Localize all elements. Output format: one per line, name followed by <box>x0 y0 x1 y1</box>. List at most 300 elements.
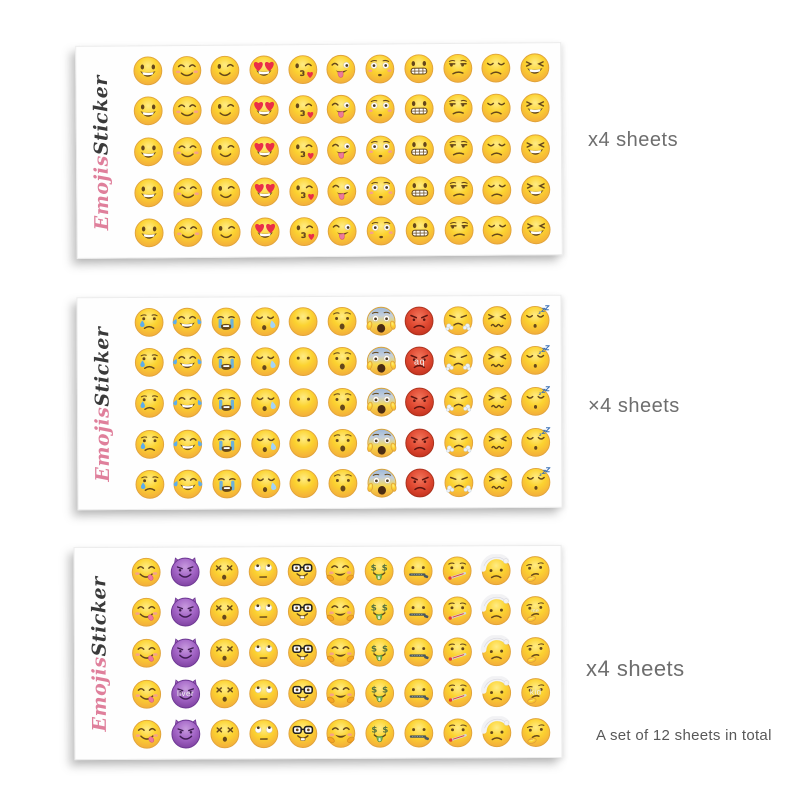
sticker-cell <box>477 713 516 754</box>
sticker-cell <box>478 422 517 463</box>
sticker-cell <box>400 341 439 382</box>
sticker-cell <box>169 464 208 505</box>
quantity-label-1: x4 sheets <box>588 129 679 151</box>
sticker-cell <box>399 632 438 673</box>
sticker-cell <box>245 301 284 342</box>
sticker-cell <box>246 382 285 423</box>
sticker-cell <box>478 210 517 251</box>
sticker-cell <box>516 550 555 591</box>
sticker-cell <box>168 342 207 383</box>
watermark-text: kid <box>529 687 542 697</box>
svg-text:Z: Z <box>541 388 546 395</box>
emoji-screaming <box>364 345 397 378</box>
emoji-blowing-kiss <box>287 215 320 248</box>
emoji-sleeping-zzz <box>519 304 552 337</box>
sticker-cell <box>439 341 478 382</box>
emoji-screaming <box>365 386 398 419</box>
emoji-pouting-red <box>404 467 437 500</box>
sticker-cell <box>439 713 478 754</box>
sticker-cell <box>323 301 362 342</box>
sticker-cell <box>283 49 322 90</box>
sticker-cell <box>439 300 478 341</box>
total-label: A set of 12 sheets in total <box>596 727 772 744</box>
sticker-cell <box>400 300 439 341</box>
emoji-dizzy <box>207 555 240 588</box>
sticker-cell <box>516 422 555 463</box>
emoji-nerd <box>285 555 318 588</box>
emoji-heart-eyes <box>248 134 281 167</box>
watermark-text: aq <box>414 356 426 367</box>
emoji-screaming <box>364 304 397 337</box>
sticker-cell <box>129 131 168 172</box>
emoji-tears-of-joy <box>172 427 205 460</box>
sticker-cell <box>169 383 208 424</box>
emoji-sleepy <box>249 386 282 419</box>
sticker-cell <box>399 672 438 713</box>
sticker-cell <box>129 172 168 213</box>
sticker-cell <box>323 382 362 423</box>
sticker-cell <box>246 423 285 464</box>
emoji-zipper-mouth <box>402 595 435 628</box>
svg-text:$: $ <box>382 685 389 696</box>
sticker-cell <box>323 211 362 252</box>
sticker-cell <box>400 382 439 423</box>
emoji-confounded <box>480 304 513 337</box>
emoji-flushed <box>363 52 396 85</box>
sticker-cell <box>360 632 399 673</box>
emoji-rolling-eyes <box>247 677 280 710</box>
sticker-cell <box>129 91 168 132</box>
emoji-smiling-devil <box>168 555 201 588</box>
sticker-cell <box>127 592 166 633</box>
sticker-cell <box>207 383 246 424</box>
brand-logo <box>79 298 126 509</box>
sticker-cell <box>207 423 246 464</box>
brand-word-sticker: Sticker <box>88 575 112 656</box>
emoji-steam-from-nose <box>442 426 475 459</box>
emoji-thinking <box>519 594 552 627</box>
svg-text:$: $ <box>378 615 381 621</box>
emoji-savoring-tongue <box>130 718 163 751</box>
sticker-cell <box>245 130 284 171</box>
svg-text:$: $ <box>371 603 378 614</box>
svg-text:$: $ <box>370 563 378 574</box>
sticker-cell <box>477 631 516 672</box>
emoji-anguished <box>326 467 359 500</box>
emoji-head-bandage <box>480 716 513 749</box>
emoji-winking <box>210 216 243 249</box>
sticker-cell <box>246 212 285 253</box>
sticker-cell <box>166 673 205 714</box>
emoji-no-mouth <box>287 427 320 460</box>
emoji-winking <box>209 135 242 168</box>
emoji-unamused <box>442 173 475 206</box>
sticker-cell <box>245 90 284 131</box>
emoji-steam-from-nose <box>442 385 475 418</box>
sticker-cell <box>517 462 556 503</box>
sticker-cell <box>244 632 283 673</box>
emoji-rolling-eyes <box>246 555 279 588</box>
emoji-screaming <box>365 467 398 500</box>
emoji-pouting-red <box>403 304 436 337</box>
emoji-crying <box>133 427 166 460</box>
sticker-cell <box>169 423 208 464</box>
emoji-sleepy <box>248 305 281 338</box>
emoji-hugging <box>324 636 357 669</box>
emoji-smiling-blush <box>170 135 203 168</box>
emoji-laughing <box>519 132 552 165</box>
emoji-hugging <box>325 676 358 709</box>
emoji-nerd <box>285 595 318 628</box>
emoji-unamused <box>442 214 475 247</box>
sticker-cell <box>400 713 439 754</box>
emoji-anguished <box>326 386 359 419</box>
emoji-confounded <box>481 466 514 499</box>
sticker-cell <box>244 714 283 755</box>
svg-text:Z: Z <box>542 429 547 436</box>
sticker-cell <box>478 381 517 422</box>
sticker-sheet-3 <box>74 545 563 760</box>
emoji-head-bandage <box>480 554 513 587</box>
emoji-screaming <box>365 426 398 459</box>
emoji-thinking <box>519 716 552 749</box>
sticker-cell <box>439 210 478 251</box>
sticker-cell <box>516 672 555 713</box>
sticker-cell <box>205 592 244 633</box>
sticker-cell <box>165 551 204 592</box>
emoji-smiling-open-mouth <box>132 176 165 209</box>
sticker-cell <box>207 301 246 342</box>
emoji-confounded <box>480 385 513 418</box>
sticker-cell <box>360 591 399 632</box>
sticker-cell <box>244 49 283 90</box>
emoji-winking <box>209 94 242 127</box>
sticker-cell <box>516 340 555 381</box>
sticker-sheet-1 <box>75 42 563 259</box>
emoji-laughing <box>520 213 553 246</box>
sticker-cell <box>130 424 169 465</box>
svg-text:Z: Z <box>545 466 551 475</box>
sticker-cell <box>130 342 169 383</box>
sticker-cell <box>401 422 440 463</box>
emoji-thermometer <box>441 676 474 709</box>
emoji-grid-3 <box>127 550 556 755</box>
sticker-cell <box>516 712 555 753</box>
sticker-cell <box>362 211 401 252</box>
emoji-grimacing <box>402 92 435 125</box>
emoji-zipper-mouth <box>402 635 435 668</box>
sticker-cell <box>361 672 400 713</box>
svg-text:$: $ <box>382 644 389 655</box>
brand-word-sticker: Sticker <box>90 74 114 155</box>
emoji-heart-eyes <box>248 94 281 127</box>
emoji-zipper-mouth <box>402 554 435 587</box>
sticker-cell <box>205 673 244 714</box>
sticker-cell <box>206 50 245 91</box>
sticker-cell <box>207 171 246 212</box>
sticker-cell <box>516 300 555 341</box>
sticker-cell <box>207 212 246 253</box>
emoji-grid-2 <box>129 300 555 505</box>
emoji-loudly-crying <box>210 346 243 379</box>
emoji-smiling-blush <box>171 216 204 249</box>
sticker-cell <box>516 591 555 632</box>
sticker-cell <box>321 632 360 673</box>
emoji-savoring-tongue <box>130 677 163 710</box>
sticker-cell <box>284 342 323 383</box>
emoji-pouting-red <box>403 426 436 459</box>
sticker-cell <box>167 50 206 91</box>
sticker-cell <box>243 551 282 592</box>
sticker-cell <box>438 48 477 89</box>
emoji-money-mouth <box>363 554 396 587</box>
emoji-smiling-devil <box>169 718 202 751</box>
sticker-cell <box>477 88 516 129</box>
emoji-smiling-blush <box>171 175 204 208</box>
emoji-winking-tongue-out <box>325 93 358 126</box>
emoji-sleepy <box>248 346 281 379</box>
sticker-cell <box>515 47 554 88</box>
emoji-thermometer <box>441 595 474 628</box>
sticker-cell <box>130 383 169 424</box>
emoji-blowing-kiss <box>287 134 320 167</box>
emoji-head-bandage <box>480 595 513 628</box>
sticker-cell <box>207 342 246 383</box>
emoji-winking-tongue-out <box>325 134 358 167</box>
sticker-cell <box>283 713 322 754</box>
sticker-cell <box>438 591 477 632</box>
emoji-blowing-kiss <box>287 175 320 208</box>
sticker-cell <box>362 463 401 504</box>
sticker-cell <box>130 464 169 505</box>
emoji-grimacing <box>402 52 435 85</box>
emoji-hugging <box>324 595 357 628</box>
emoji-winking-tongue-out <box>326 174 359 207</box>
sticker-cell <box>168 131 207 172</box>
emoji-tears-of-joy <box>171 346 204 379</box>
sticker-cell <box>323 341 362 382</box>
svg-text:z: z <box>538 350 542 356</box>
emoji-loudly-crying <box>210 386 243 419</box>
emoji-hugging <box>324 555 357 588</box>
emoji-rolling-eyes <box>247 636 280 669</box>
sticker-cell <box>477 550 516 591</box>
emoji-savoring-tongue <box>130 555 163 588</box>
emoji-pensive <box>481 214 514 247</box>
sticker-cell <box>284 211 323 252</box>
sticker-cell <box>322 673 361 714</box>
svg-text:Z: Z <box>542 470 547 477</box>
sticker-cell <box>438 550 477 591</box>
emoji-blowing-kiss <box>286 53 319 86</box>
emoji-tears-of-joy <box>171 305 204 338</box>
emoji-nerd <box>286 717 319 750</box>
sticker-cell <box>322 89 361 130</box>
emoji-anguished <box>326 426 359 459</box>
sticker-cell <box>285 423 324 464</box>
sticker-cell <box>516 128 555 169</box>
emoji-sleeping-zzz <box>519 385 552 418</box>
sticker-cell <box>478 462 517 503</box>
sticker-cell <box>400 89 439 130</box>
quantity-label-2: ×4 sheets <box>588 395 680 417</box>
sticker-cell <box>284 382 323 423</box>
emoji-smiling-devil <box>169 677 202 710</box>
sticker-cell <box>285 463 324 504</box>
sticker-cell <box>477 129 516 170</box>
sticker-cell <box>361 89 400 130</box>
svg-text:z: z <box>538 309 542 315</box>
emoji-pensive <box>480 132 513 165</box>
svg-text:Z: Z <box>545 425 551 434</box>
sticker-cell <box>127 673 166 714</box>
svg-text:$: $ <box>371 644 378 655</box>
emoji-sleeping-zzz <box>520 466 553 499</box>
emoji-unamused <box>442 133 475 166</box>
svg-text:Z: Z <box>544 304 550 313</box>
emoji-smiling-open-mouth <box>132 135 165 168</box>
emoji-thermometer <box>441 717 474 750</box>
sticker-cell <box>360 551 399 592</box>
sticker-cell <box>439 463 478 504</box>
sticker-cell <box>322 713 361 754</box>
sticker-cell <box>323 170 362 211</box>
emoji-tears-of-joy <box>171 387 204 420</box>
sticker-cell <box>282 551 321 592</box>
emoji-smiling-devil <box>169 636 202 669</box>
sticker-cell <box>166 592 205 633</box>
sticker-cell <box>477 591 516 632</box>
emoji-sleeping-zzz <box>519 344 552 377</box>
emoji-thinking <box>519 676 552 709</box>
emoji-winking-tongue-out <box>325 52 358 85</box>
emoji-pensive <box>480 92 513 125</box>
sticker-cell <box>283 673 322 714</box>
emoji-pensive <box>480 51 513 84</box>
emoji-laughing <box>519 173 552 206</box>
sticker-cell <box>477 300 516 341</box>
svg-text:Z: Z <box>541 348 546 355</box>
emoji-rolling-eyes <box>247 717 280 750</box>
emoji-head-bandage <box>480 635 513 668</box>
svg-text:Z: Z <box>545 385 551 394</box>
sticker-cell <box>322 130 361 171</box>
sticker-cell <box>362 382 401 423</box>
svg-text:Z: Z <box>544 344 550 353</box>
sticker-cell <box>516 381 555 422</box>
emoji-thermometer <box>441 554 474 587</box>
sticker-cell <box>477 47 516 88</box>
emoji-confounded <box>480 344 513 377</box>
sticker-cell <box>399 591 438 632</box>
sticker-cell <box>283 632 322 673</box>
emoji-savoring-tongue <box>130 596 163 629</box>
emoji-flushed <box>364 174 397 207</box>
sticker-cell <box>321 551 360 592</box>
sticker-cell <box>400 129 439 170</box>
emoji-no-mouth <box>287 305 320 338</box>
sticker-cell <box>362 170 401 211</box>
sticker-cell <box>246 464 285 505</box>
emoji-money-mouth <box>364 717 397 750</box>
emoji-flushed <box>365 215 398 248</box>
sticker-cell <box>439 129 478 170</box>
sticker-cell <box>244 673 283 714</box>
svg-text:$: $ <box>382 603 389 614</box>
svg-text:z: z <box>539 472 542 478</box>
sticker-cell <box>206 90 245 131</box>
sticker-cell <box>478 169 517 210</box>
sticker-cell <box>399 48 438 89</box>
watermark-text: liver <box>176 689 195 699</box>
sticker-cell <box>168 212 207 253</box>
svg-text:$: $ <box>371 725 378 736</box>
sticker-cell <box>246 342 285 383</box>
sticker-cell <box>243 592 282 633</box>
sticker-cell <box>129 302 168 343</box>
sticker-cell <box>284 301 323 342</box>
watermark-text: me <box>531 607 540 614</box>
emoji-dizzy <box>208 636 241 669</box>
sticker-cell <box>167 90 206 131</box>
sticker-cell <box>321 591 360 632</box>
sticker-cell <box>323 463 362 504</box>
sticker-cell <box>516 88 555 129</box>
sticker-cell <box>516 631 555 672</box>
sticker-cell <box>166 714 205 755</box>
emoji-thinking <box>519 635 552 668</box>
sticker-cell <box>361 48 400 89</box>
sticker-cell <box>168 172 207 213</box>
svg-text:z: z <box>539 390 542 396</box>
emoji-crying <box>133 346 166 379</box>
sticker-cell <box>477 341 516 382</box>
brand-word-emojis: Emojis <box>91 154 114 230</box>
sticker-cell <box>284 171 323 212</box>
sticker-cell <box>322 49 361 90</box>
emoji-smiling-open-mouth <box>132 216 165 249</box>
emoji-tears-of-joy <box>172 468 205 501</box>
sticker-cell <box>400 170 439 211</box>
emoji-flushed <box>364 133 397 166</box>
brand-word-emojis: Emojis <box>92 406 115 482</box>
emoji-zipper-mouth <box>402 676 435 709</box>
sticker-cell <box>166 633 205 674</box>
emoji-anguished <box>325 305 358 338</box>
brand-word-sticker: Sticker <box>91 326 115 407</box>
emoji-money-mouth <box>363 636 396 669</box>
sticker-cell <box>439 381 478 422</box>
emoji-no-mouth <box>287 386 320 419</box>
emoji-smiling-open-mouth <box>131 54 164 87</box>
emoji-grimacing <box>403 214 436 247</box>
emoji-loudly-crying <box>210 427 243 460</box>
emoji-grimacing <box>403 133 436 166</box>
emoji-smiling-blush <box>170 54 203 87</box>
sticker-cell <box>284 130 323 171</box>
emoji-laughing <box>519 92 552 125</box>
svg-text:$: $ <box>378 655 382 661</box>
svg-text:$: $ <box>378 737 382 743</box>
emoji-steam-from-nose <box>442 345 475 378</box>
emoji-sleepy <box>249 467 282 500</box>
emoji-pouting-red <box>403 385 436 418</box>
emoji-unamused <box>441 52 474 85</box>
emoji-loudly-crying <box>210 468 243 501</box>
sticker-cell <box>362 422 401 463</box>
emoji-heart-eyes <box>249 215 282 248</box>
sticker-cell <box>401 210 440 251</box>
